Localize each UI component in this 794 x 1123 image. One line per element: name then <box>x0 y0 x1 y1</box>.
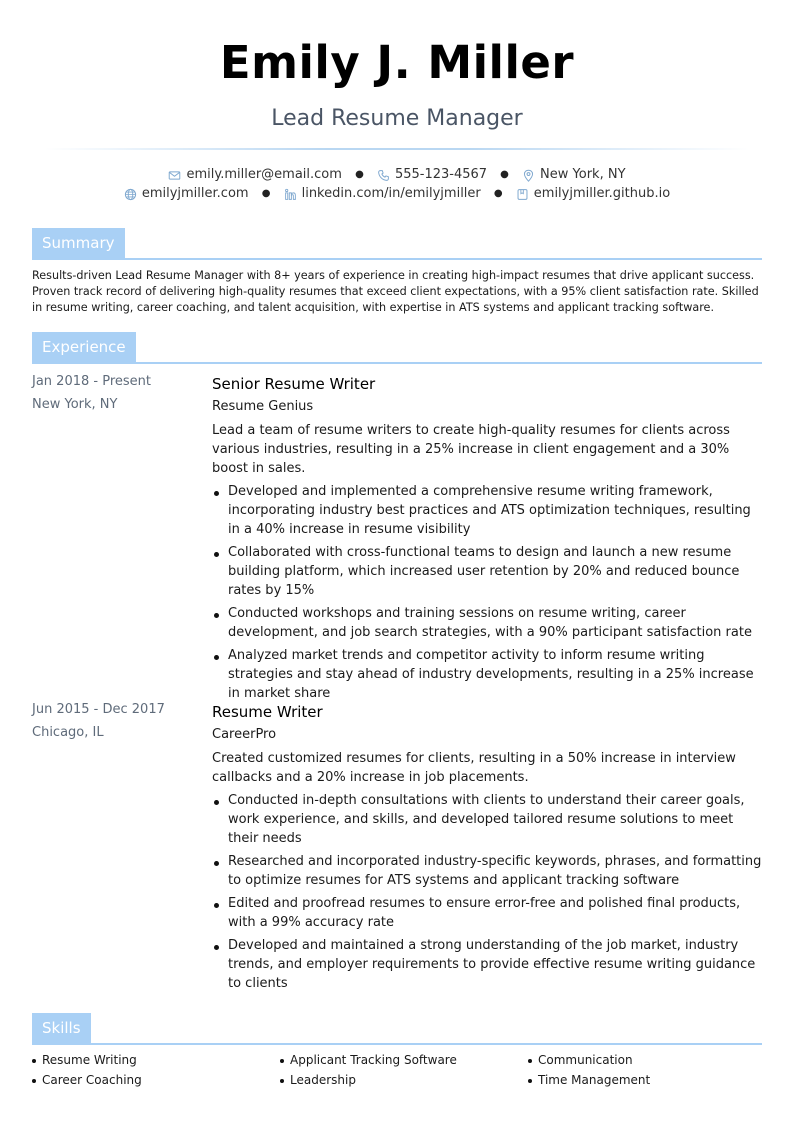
email-text: emily.miller@email.com <box>186 167 342 182</box>
list-item: Conducted in-depth consultations with clients to understand their career goals, work experience, and skills, and developed tailored resume solutions to meet their needs <box>212 791 764 848</box>
job-dates: Jun 2015 - Dec 2017 <box>32 702 165 717</box>
list-item: Edited and proofread resumes to ensure error-free and polished final products, with a 99% accuracy rate <box>212 894 764 932</box>
linkedin-icon <box>284 188 297 201</box>
email-icon <box>168 169 181 182</box>
website-text: emilyjmiller.com <box>141 186 249 201</box>
phone-text: 555-123-4567 <box>394 167 488 182</box>
separator-dot: ● <box>493 188 503 199</box>
separator-dot: ● <box>355 169 364 180</box>
github-text: emilyjmiller.github.io <box>533 186 671 201</box>
contact-row-2 <box>0 186 794 203</box>
job-role: Senior Resume Writer <box>212 375 376 393</box>
job-company: CareerPro <box>212 727 277 742</box>
phone-icon <box>377 169 390 182</box>
job-location: Chicago, IL <box>32 725 104 740</box>
bookmark-icon <box>516 188 529 201</box>
location-contact <box>522 167 625 183</box>
job-details <box>212 702 764 997</box>
experience-section-header <box>32 332 762 365</box>
list-item: Developed and implemented a comprehensive resume writing framework, incorporating industry best practices and ATS optimization techniques, resulting in a 40% increase in resume visibility <box>212 482 764 539</box>
skills-section-header <box>32 1013 762 1046</box>
location-text: New York, NY <box>540 167 626 182</box>
website-contact[interactable] <box>124 186 249 202</box>
summary-text: Results-driven Lead Resume Manager with 8+ years of experience in creating high-impact resumes that drive applicant success. Proven track record of delivering high-quality resumes that exceed client expectations, with a 95% client satisfaction rate. Skilled in resume writing, career coaching, and talent acquisition, with expertise in ATS systems and applicant tracking software. <box>32 269 759 314</box>
list-item: Analyzed market trends and competitor activity to inform resume writing strategies and stay ahead of industry developments, resulting in a 25% increase in market share <box>212 646 764 703</box>
skill-item: Applicant Tracking Software <box>280 1052 528 1068</box>
job-description: Lead a team of resume writers to create high-quality resumes for clients across various industries, resulting in a 25% increase in client engagement and a 30% boost in sales. <box>212 423 730 476</box>
list-item: Researched and incorporated industry-specific keywords, phrases, and formatting to optimize resumes for ATS systems and applicant tracking software <box>212 852 764 890</box>
phone-contact[interactable] <box>377 167 487 183</box>
section-title: Skills <box>32 1013 91 1043</box>
job-title: Lead Resume Manager <box>271 106 523 131</box>
list-item: Collaborated with cross-functional teams to design and launch a new resume building platform, which increased user retention by 20% and reduced bounce rates by 15% <box>212 543 764 600</box>
contact-row-1 <box>0 167 794 184</box>
linkedin-text: linkedin.com/in/emilyjmiller <box>301 186 481 201</box>
globe-icon <box>124 188 137 201</box>
job-role: Resume Writer <box>212 703 323 721</box>
section-divider <box>32 258 762 260</box>
job-bullets <box>212 482 764 703</box>
job-company: Resume Genius <box>212 399 314 414</box>
separator-dot: ● <box>261 188 271 199</box>
skill-item: Leadership <box>280 1072 528 1088</box>
location-pin-icon <box>522 169 535 182</box>
summary-section-header <box>32 228 762 261</box>
section-divider <box>32 362 762 364</box>
linkedin-contact[interactable] <box>284 186 481 202</box>
job-description: Created customized resumes for clients, resulting in a 50% increase in interview callbacks and a 20% increase in job placements. <box>212 751 736 785</box>
job-location: New York, NY <box>32 397 118 412</box>
section-title: Experience <box>32 332 136 362</box>
skill-item: Communication <box>528 1052 762 1068</box>
job-bullets <box>212 791 764 993</box>
github-contact[interactable] <box>516 186 670 202</box>
title-divider <box>45 148 749 150</box>
job-details <box>212 374 764 707</box>
skills-list <box>32 1052 762 1088</box>
skill-item: Career Coaching <box>32 1072 280 1088</box>
skill-item: Time Management <box>528 1072 762 1088</box>
job-dates: Jan 2018 - Present <box>32 374 151 389</box>
separator-dot: ● <box>500 169 509 180</box>
email-contact[interactable] <box>168 167 341 183</box>
section-title: Summary <box>32 228 125 258</box>
list-item: Conducted workshops and training sessions on resume writing, career development, and job search strategies, with a 90% participant satisfaction rate <box>212 604 764 642</box>
candidate-name: Emily J. Miller <box>219 36 575 89</box>
skill-item: Resume Writing <box>32 1052 280 1068</box>
list-item: Developed and maintained a strong understanding of the job market, industry trends, and employer requirements to provide effective resume writing guidance to clients <box>212 936 764 993</box>
section-divider <box>32 1043 762 1045</box>
